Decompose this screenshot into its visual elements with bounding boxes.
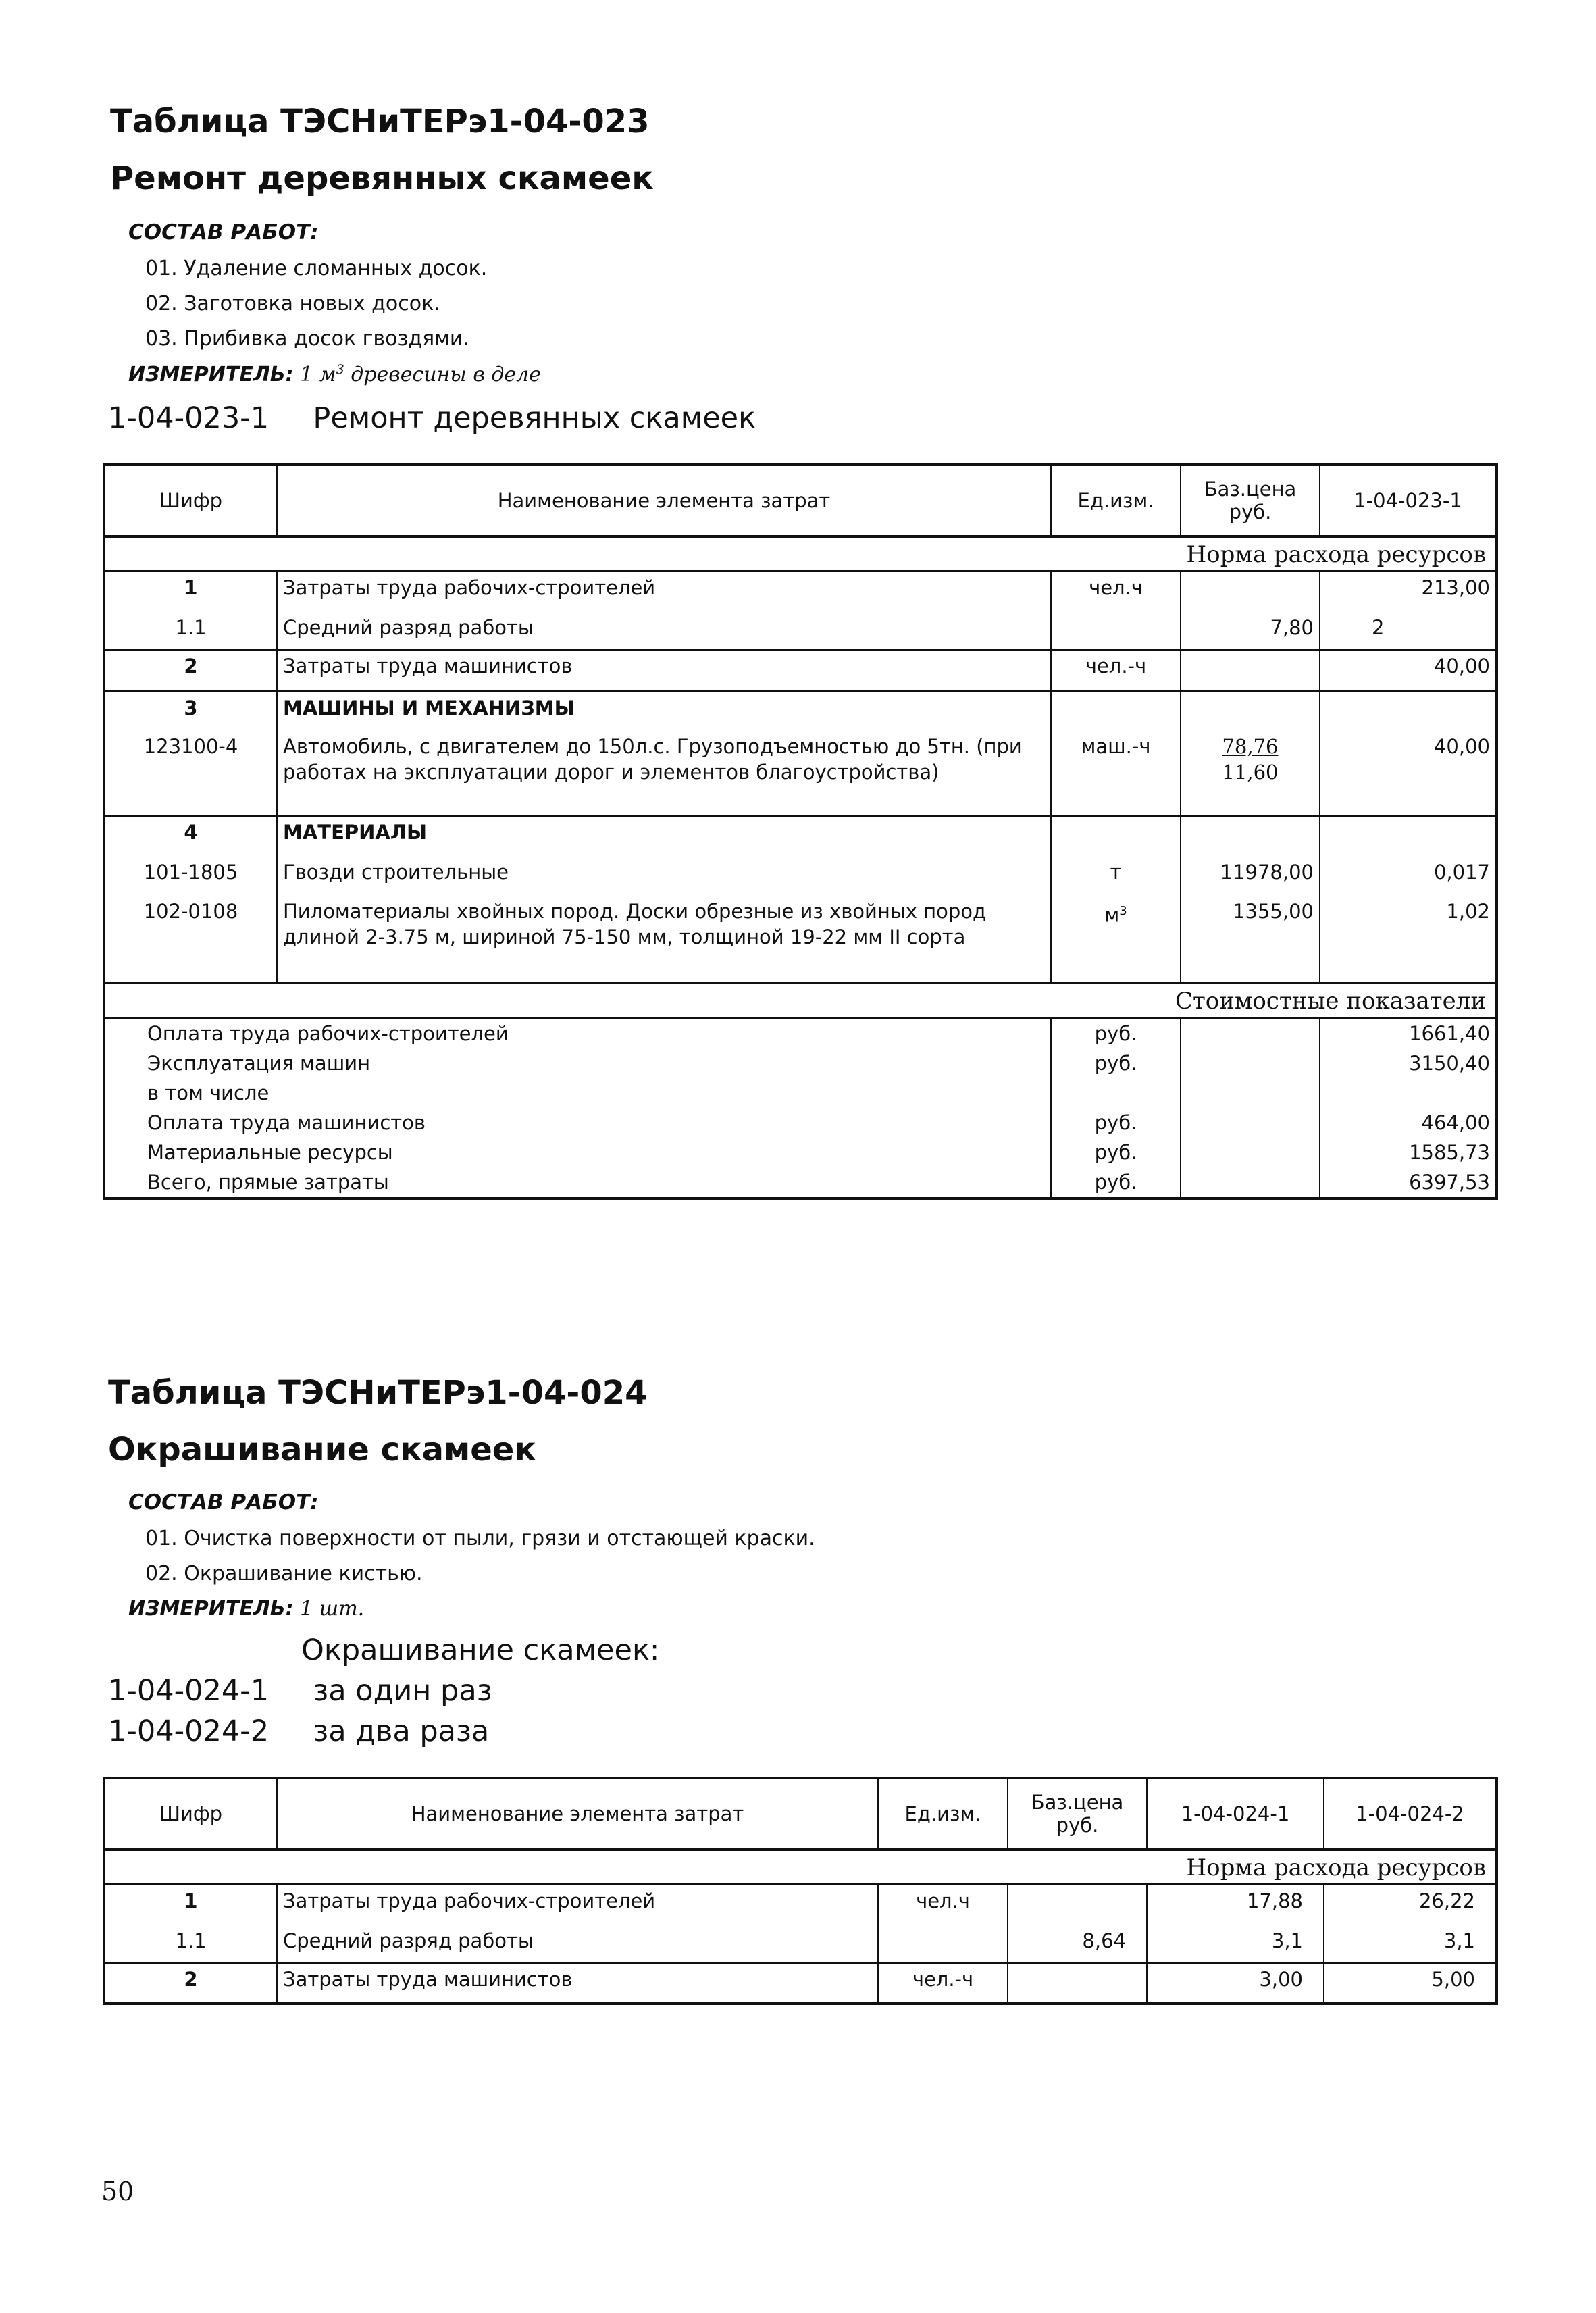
- table2-measure-value: 1 шт.: [300, 1597, 365, 1621]
- table2-code-line-1: [108, 1674, 492, 1708]
- table-row: 3 МАШИНЫ И МЕХАНИЗМЫ: [104, 692, 1497, 731]
- table1-work-1: 01. Удаление сломанных досок.: [145, 257, 488, 280]
- cost-label: Стоимостные показатели: [104, 984, 1497, 1018]
- col-header-name: Наименование элемента затрат: [277, 465, 1051, 536]
- table1-work-2: 02. Заготовка новых досок.: [145, 292, 440, 315]
- table-row: 2 Затраты труда машинистов чел.-ч 3,00 5,00: [104, 1963, 1497, 2004]
- col-header-name: Наименование элемента затрат: [277, 1778, 878, 1850]
- cost-row: в том числе: [104, 1078, 1497, 1108]
- col-header-unit: Ед.изм.: [1051, 465, 1181, 536]
- table1-subtitle: Ремонт деревянных скамеек: [110, 159, 654, 197]
- table2-subtitle: Окрашивание скамеек: [108, 1431, 536, 1469]
- table-row: 1.1 Средний разряд работы 8,64 3,1 3,1: [104, 1925, 1497, 1963]
- cost-row: Оплата труда машинистов руб. 464,00: [104, 1108, 1497, 1138]
- table2: [103, 1777, 1498, 2005]
- table1-measure-value: 1 $м^3$ древесины в деле: [300, 362, 541, 386]
- table2-title: Таблица ТЭСНиТЕРэ1-04-024: [108, 1374, 648, 1412]
- table2-code-2: 1-04-024-2: [108, 1714, 269, 1748]
- cost-row: Всего, прямые затраты руб. 6397,53: [104, 1167, 1497, 1198]
- col-header-price: Баз.цена руб.: [1181, 465, 1320, 536]
- table-row: 101-1805 Гвозди строительные т 11978,00 0,017: [104, 857, 1497, 896]
- table1-code-name: Ремонт деревянных скамеек: [313, 401, 756, 435]
- table-row: 2 Затраты труда машинистов чел.-ч 40,00: [104, 650, 1497, 692]
- table1-cost-row: [104, 984, 1497, 1018]
- table2-measure-label: ИЗМЕРИТЕЛЬ:: [128, 1597, 294, 1621]
- table-row: 1 Затраты труда рабочих-строителей чел.ч 17,88 26,22: [104, 1885, 1497, 1925]
- cost-row: Материальные ресурсы руб. 1585,73: [104, 1138, 1497, 1167]
- norm-label: Норма расхода ресурсов: [104, 1850, 1497, 1885]
- table2-group-name: Окрашивание скамеек:: [301, 1633, 660, 1667]
- cost-row: Эксплуатация машин руб. 3150,40: [104, 1048, 1497, 1078]
- table-row: 4 МАТЕРИАЛЫ: [104, 816, 1497, 857]
- cost-row: Оплата труда рабочих-строителей руб. 1661,40: [104, 1018, 1497, 1049]
- page-number: 50: [101, 2177, 134, 2206]
- table1-measure-label: ИЗМЕРИТЕЛЬ:: [128, 363, 294, 386]
- table1: [103, 463, 1498, 1200]
- table1-title: Таблица ТЭСНиТЕРэ1-04-023: [110, 103, 650, 141]
- table1-norm-row: [104, 536, 1497, 571]
- col-header-unit: Ед.изм.: [878, 1778, 1008, 1850]
- table1-work-3: 03. Прибивка досок гвоздями.: [145, 327, 469, 351]
- table-row: 1 Затраты труда рабочих-строителей чел.ч 213,00: [104, 571, 1497, 612]
- table2-measure: [128, 1597, 364, 1621]
- table-row: 123100-4 Автомобиль, с двигателем до 150л.с. Грузоподъемностью до 5тн. (при работах на эксплуатации дорог и элементов благоустройства) маш.-ч 78,76 11,60 40,00: [104, 731, 1497, 816]
- table2-code-2-name: за два раза: [313, 1714, 490, 1748]
- table2-code-line-2: [108, 1714, 489, 1748]
- table1-sostav-label: СОСТАВ РАБОТ:: [128, 220, 319, 245]
- table2-work-1: 01. Очистка поверхности от пыли, грязи и отстающей краски.: [145, 1527, 815, 1550]
- table1-measure: [128, 362, 541, 386]
- table2-sostav-label: СОСТАВ РАБОТ:: [128, 1490, 319, 1515]
- table2-code-1-name: за один раз: [313, 1674, 492, 1708]
- table2-work-2: 02. Окрашивание кистью.: [145, 1562, 423, 1585]
- table-row: 102-0108 Пиломатериалы хвойных пород. Доски обрезные из хвойных пород длиной 2-3.75 м, шириной 75-150 мм, толщиной 19-22 мм II сорта $м^3$ 1355,00 1,02: [104, 896, 1497, 984]
- norm-label: Норма расхода ресурсов: [104, 536, 1497, 571]
- table2-header-row: [104, 1778, 1497, 1850]
- table1-code-line: [108, 401, 756, 435]
- col-header-code-1: 1-04-024-1: [1147, 1778, 1324, 1850]
- col-header-code-2: 1-04-024-2: [1324, 1778, 1497, 1850]
- table2-code-1: 1-04-024-1: [108, 1674, 269, 1708]
- table1-code: 1-04-023-1: [108, 401, 269, 435]
- col-header-price: Баз.цена руб.: [1008, 1778, 1147, 1850]
- table-row: 1.1 Средний разряд работы 7,80 2: [104, 612, 1497, 650]
- col-header-shifr: Шифр: [104, 1778, 277, 1850]
- table1-header-row: [104, 465, 1497, 536]
- col-header-shifr: Шифр: [104, 465, 277, 536]
- table2-norm-row: [104, 1850, 1497, 1885]
- col-header-code: 1-04-023-1: [1320, 465, 1497, 536]
